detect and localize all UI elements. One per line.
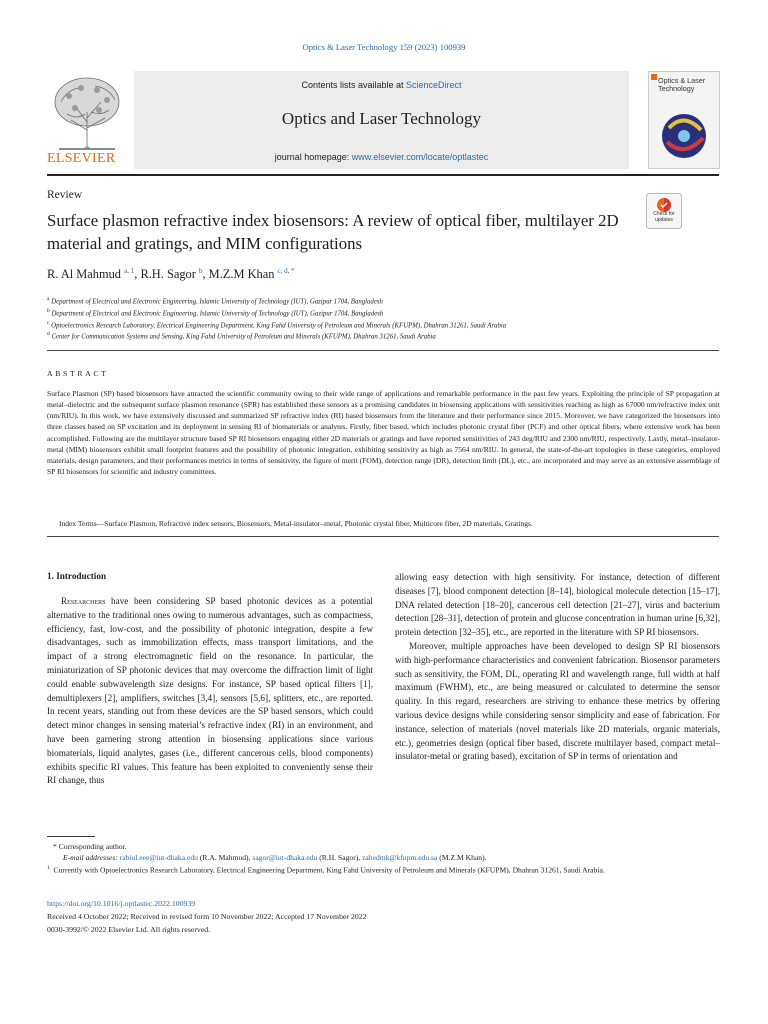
- affiliation: [47, 330, 436, 341]
- email-owner: (R.A. Mahmud),: [197, 853, 253, 862]
- doi-link[interactable]: https://doi.org/10.1016/j.optlastec.2022.100939: [47, 899, 196, 908]
- affiliation: [47, 295, 383, 306]
- sciencedirect-link[interactable]: ScienceDirect: [406, 80, 462, 90]
- affiliation-text: Center for Communication Systems and Sensing, King Fahd University of Petroleum and Minerals (KFUPM), Dhahran 31261, Saudi Arabia: [51, 333, 436, 341]
- received-dates: Received 4 October 2022; Received in revised form 10 November 2022; Accepted 17 November 2022: [47, 912, 367, 921]
- author-affil-sup[interactable]: c, d, *: [277, 267, 295, 275]
- publisher-name: ELSEVIER: [47, 151, 116, 166]
- email-link[interactable]: sagor@iut-dhaka.edu: [252, 853, 318, 862]
- email-owner: (R.H. Sagor),: [317, 853, 363, 862]
- journal-homepage: [134, 152, 629, 162]
- footnote-text: Currently with Optoelectronics Research Laboratory, Electrical Engineering Department, King Fahd University of Petroleum and Minerals (KFUPM), Dhahran 31261, Saudi Arabia.: [53, 865, 605, 875]
- author-affil-sup[interactable]: b: [198, 267, 203, 275]
- affiliation-sup: d: [47, 331, 50, 337]
- affiliation-text: Department of Electrical and Electronic Engineering, Islamic University of Technology (IUT), Gazipur 1704, Bangladesh: [51, 298, 383, 306]
- issn-copyright: 0030-3992/© 2022 Elsevier Ltd. All rights reserved.: [47, 925, 211, 934]
- author-name[interactable]: R. Al Mahmud: [47, 267, 122, 282]
- affiliation-text: Optoelectronics Research Laboratory, Electrical Engineering Department, King Fahd University of Petroleum and Minerals (KFUPM), Dhahran 31261, Saudi Arabia: [51, 322, 507, 330]
- author-name[interactable]: R.H. Sagor: [140, 267, 196, 282]
- email-owner: (M.Z.M Khan).: [437, 853, 487, 862]
- author-separator: ,: [202, 267, 209, 282]
- paragraph: allowing easy detection with high sensitivity. For instance, detection of different diseases [7], blood component detection [8–14], biological molecule detection [15–17], DNA related detection [18–20], cancerous cell detection [21–27], virus and bacterium detection [28–31], detection of protein and glucose concentration in human urine [6,32], protein detection [32–35], etc., are reported in the literature with SP RI biosensors.: [395, 572, 720, 638]
- corresponding-author-note: * Corresponding author.: [53, 842, 127, 851]
- affiliation-sup: a: [47, 296, 50, 302]
- section-heading: 1. Introduction: [47, 571, 107, 581]
- email-addresses: [63, 852, 719, 863]
- author-name[interactable]: M.Z.M Khan: [208, 267, 275, 282]
- contents-prefix: Contents lists available at: [301, 80, 407, 90]
- intro-left-column: [47, 595, 373, 788]
- paragraph: Moreover, multiple approaches have been developed to design SP RI biosensors with high-performance characteristics and convenient fabrication. Biosensor parameters such as sensitivity, the FOM, DL, operating RI and wavelength range, full width at half maximum (FWHM), etc., are being measured or calculated to determine the sensor quality. In this regard, researchers are striving to enhance these metrics by offering various device designs while considering sensor simplicity and ease of fabrication. For instance, selection of materials (novel materials like 2D materials, organic materials, etc.), geometries design (optical fiber based, discrete multilayer based, compact metal–insulator-metal or grating based), excitation of SP in terms of orientation and: [395, 640, 720, 762]
- email-label: E-mail addresses:: [63, 853, 120, 862]
- affiliation-sup: b: [47, 308, 50, 314]
- header-rule: [47, 174, 719, 176]
- abstract-text: Surface Plasmon (SP) based biosensors have attracted the scientific community owing to their wide range of applications and remarkable performance in the past few years. Exploiting the principle of SP propagation at metal–dielectric and the subsequent surface plasmon resonance (SPR) has established these sensors as a promising candidates in biosensing applications with sensitivities reaching as high as 67000 nm/refractive index unit (nm/RIU). In this work, we have extensively discussed and summarized SP refractive index (RI) based biosensors from the literature and their performance since 2015. Moreover, we have categorized the biosensors into three classes based on SP excitation and its deployment in sensing RI of biomaterials or analytes. Firstly, fiber based, which includes photonic crystal fiber (PCF) and other optical fibers, where extensive work has been accomplished. Following are the multilayer structure based SP RI biosensors engaging either 2D materials or gratings and have reported sensitivities of 243 deg/RIU and 2300 nm/RIU, respectively. Lastly, metal–insulator-metal (MIM) biosensors exhibit small footprint features and the possibility of photonic integration, exhibiting sensitivity as high as 7564 nm/RIU. In general, the state-of-the-art topologies in these categories, employed materials, design parameters, and their performances metrics in terms of sensitivity, the figure of merit (FOM), detection range (DR), detection limit (DL), etc., are incorporated and may serve as an extensive assemblage of SP RI biosensors for scientific and industry committees.: [47, 389, 720, 477]
- author-list: [47, 267, 295, 282]
- homepage-prefix: journal homepage:: [274, 152, 352, 162]
- footnote-1: $^1$ Currently with Optoelectronics Research Laboratory, Electrical Engineering Department, King Fahd University of Petroleum and Minerals (KFUPM), Dhahran 31261, Saudi Arabia.: [47, 865, 605, 875]
- author-affil-sup[interactable]: a, 1: [124, 267, 135, 275]
- journal-title: Optics and Laser Technology: [281, 109, 482, 128]
- abstract-heading: ABSTRACT: [47, 369, 109, 378]
- footnote-rule: [47, 836, 95, 837]
- cover-title: Optics & Laser Technology: [658, 76, 706, 93]
- contents-available: [134, 80, 629, 90]
- article-type: Review: [47, 189, 83, 201]
- homepage-link[interactable]: www.elsevier.com/locate/optlastec: [351, 152, 489, 162]
- email-link[interactable]: rabiul.eee@iut-dhaka.edu: [119, 853, 198, 862]
- affiliation-text: Department of Electrical and Electronic Engineering, Islamic University of Technology (IUT), Gazipur 1704, Bangladesh: [51, 310, 384, 318]
- intro-right-column: [395, 571, 720, 764]
- journal-citation[interactable]: Optics & Laser Technology 159 (2023) 100939: [302, 42, 466, 52]
- affiliation: [47, 307, 383, 318]
- article-title: Surface plasmon refractive index biosensors: A review of optical fiber, multilayer 2D material and gratings, and MIM configurations: [47, 211, 619, 253]
- paragraph-text: have been considering SP based photonic devices as a potential alternative to the traditional ones owing to numerous advantages, such as compactness, efficiency, fast, low-cost, and the possibility of photonic integration, despite a few disadvantages, such as immobilization effects, mass transport limitations, and the impact of a strong electromagnetic field on the resonance. In particular, the miniaturization of SP photonic devices that may overcome the diffraction limit of light could enable subwavelength size designs. For instance, SP based optical filters [1], demultiplexers [2], amplifiers, switches [3,4], sensors [5,6], splitters, etc., are reported. In recent years, standing out from these devices are the SP based sensors, which could detect minor changes in sensing material’s refractive index (RI) in an environment, and have been garnering strong attention in biosensing applications since various biomaterials, liquid analytes, gases (i.e., different cancerous cells, blood components) exhibits specific RI values. This feature has been exploited to conveniently sense their RI change, thus: [47, 596, 373, 786]
- lead-word: Researchers: [61, 596, 106, 606]
- divider: [47, 350, 719, 351]
- author-separator: ,: [134, 267, 141, 282]
- affiliation: [47, 319, 506, 330]
- check-for-updates-label: Check for updates: [653, 211, 675, 223]
- divider: [47, 536, 719, 537]
- paragraph: [47, 595, 373, 788]
- affiliation-sup: c: [47, 320, 50, 326]
- email-link[interactable]: zahedmk@kfupm.edu.sa: [362, 853, 438, 862]
- index-terms: Index Terms—Surface Plasmon, Refractive index sensors, Biosensors, Metal-insulator–metal, Photonic crystal fiber, Multicore fiber, 2D materials, Gratings.: [59, 519, 533, 528]
